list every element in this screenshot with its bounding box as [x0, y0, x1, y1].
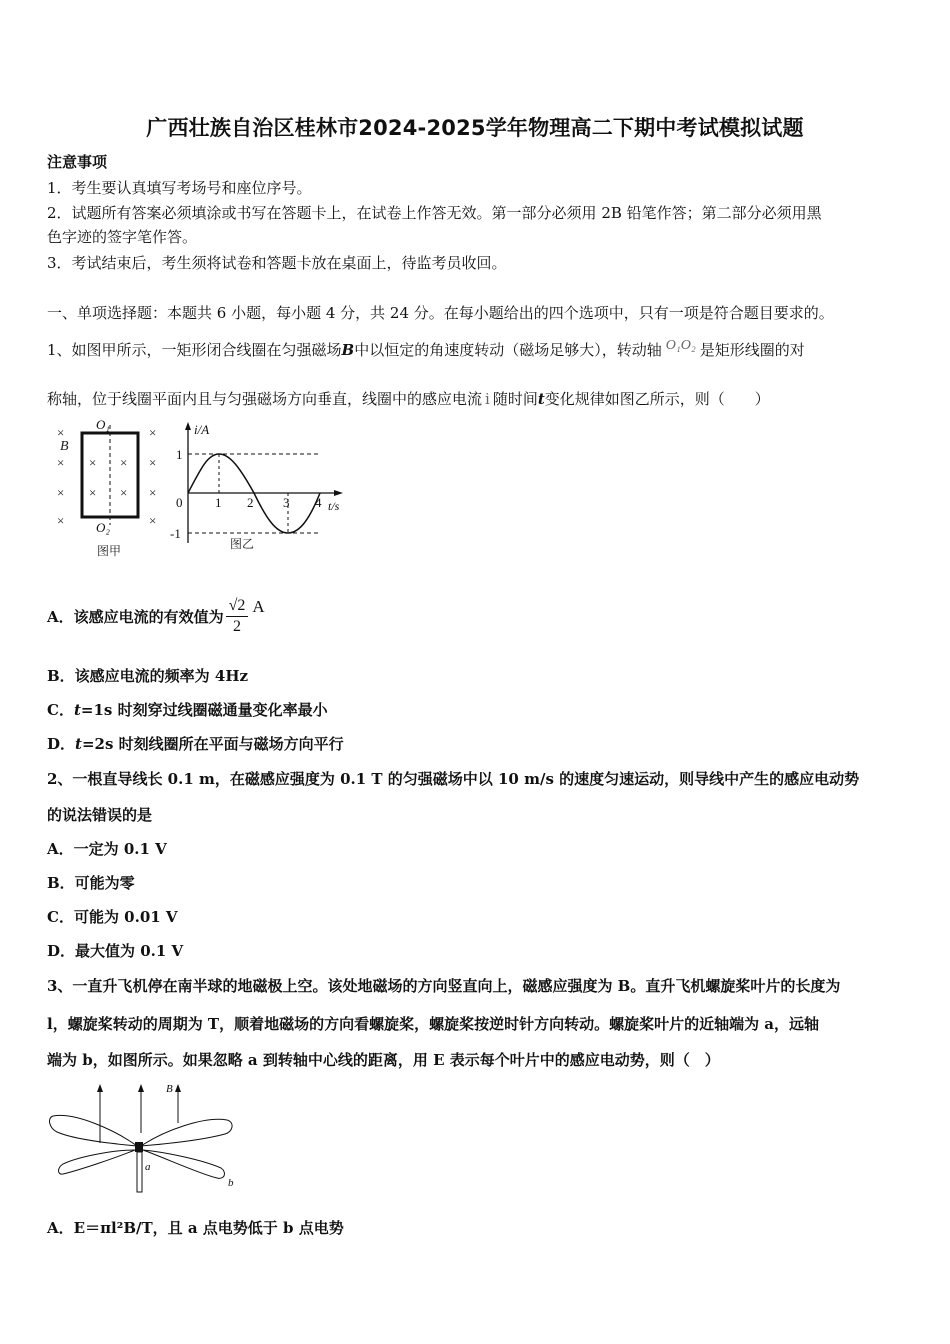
- q1-option-b: B．该感应电流的频率为 4Hz: [47, 667, 249, 685]
- q2-stem-line2: 的说法错误的是: [47, 806, 153, 824]
- section-heading: 一、单项选择题：本题共 6 小题，每小题 4 分，共 24 分。在每小题给出的四个选项中，只有一项是符合题目要求的。: [47, 304, 834, 322]
- fraction: [226, 596, 249, 637]
- option-text: =1s 时刻穿过线圈磁通量变化率最小: [80, 701, 328, 719]
- blade-lower-right: [143, 1150, 224, 1178]
- q2-option-a: A．一定为 0.1 V: [47, 840, 167, 858]
- tick-y-0: 0: [176, 495, 183, 510]
- tick-x-3: 3: [283, 495, 290, 510]
- cross-mark: ×: [89, 455, 97, 470]
- notice-item-2: 2．试题所有答案必须填涂或书写在答题卡上，在试卷上作答无效。第一部分必须用 2B 铅笔作答；第二部分必须用黑: [47, 204, 822, 222]
- caption-yi: 图乙: [230, 537, 255, 551]
- cross-mark: ×: [149, 425, 157, 440]
- tick-y-1: 1: [176, 447, 183, 462]
- q1-text: 是矩形线圈的对: [699, 341, 805, 359]
- notice-item-2-cont: 色字迹的签字笔作答。: [47, 228, 198, 246]
- q1-text: 变化规律如图乙所示，则（ ）: [544, 390, 770, 408]
- q3-option-a: A．E＝πl²B/T，且 a 点电势低于 b 点电势: [47, 1219, 344, 1237]
- label-a: a: [145, 1161, 151, 1173]
- q3-stem-line1: 3、一直升飞机停在南半球的地磁极上空。该处地磁场的方向竖直向上，磁感应强度为 B。直升飞机螺旋桨叶片的长度为: [47, 977, 841, 995]
- cross-mark: ×: [149, 485, 157, 500]
- q3-stem-line3: 端为 b，如图所示。如果忽略 a 到转轴中心线的距离，用 E 表示每个叶片中的感应电动势，则（ ）: [47, 1051, 720, 1069]
- fraction-numerator: √2: [228, 597, 246, 614]
- q1-text: 称轴，位于线圈平面内且与匀强磁场方向垂直，线圈中的感应电流: [47, 390, 483, 408]
- q1-option-c: [47, 700, 328, 720]
- label-o1: O₁: [96, 417, 110, 432]
- notice-item-3: 3．考试结束后，考生须将试卷和答题卡放在桌面上，待监考员收回。: [47, 254, 507, 272]
- q1-symbol-b: B: [341, 341, 355, 359]
- q2-option-d: D．最大值为 0.1 V: [47, 942, 184, 960]
- rotor-hub: [135, 1142, 143, 1152]
- caption-jia: 图甲: [97, 544, 122, 558]
- q1-axis-label: O₁O₂: [665, 338, 696, 353]
- tick-x-1: 1: [215, 495, 222, 510]
- cross-mark: ×: [57, 513, 65, 528]
- option-text: A．该感应电流的有效值为: [47, 607, 224, 626]
- tick-y-neg1: -1: [170, 526, 181, 541]
- page-title: 广西壮族自治区桂林市2024-2025学年物理高二下期中考试模拟试题: [146, 116, 804, 140]
- y-axis-label: i/A: [194, 422, 210, 437]
- x-axis-arrow: [334, 490, 343, 496]
- q2-option-c: C．可能为 0.01 V: [47, 908, 178, 926]
- label-b-field: B: [166, 1083, 173, 1095]
- cross-mark: ×: [120, 455, 128, 470]
- tick-x-4: 4: [315, 495, 322, 510]
- q2-option-b: B．可能为零: [47, 874, 135, 892]
- cross-mark: ×: [149, 513, 157, 528]
- unit-a: A: [252, 596, 265, 616]
- symbol-t: t: [75, 735, 82, 753]
- figure-coil: [52, 415, 177, 560]
- option-text: =2s 时刻线圈所在平面与磁场方向平行: [81, 735, 344, 753]
- notice-item-1: 1．考生要认真填写考场号和座位序号。: [47, 179, 312, 197]
- figure-propeller: [45, 1078, 240, 1200]
- q1-stem-line2: [47, 389, 770, 409]
- q1-stem-line1: [47, 340, 805, 362]
- symbol-t: t: [73, 701, 81, 719]
- field-arrow: [138, 1084, 144, 1092]
- cross-mark: ×: [57, 455, 65, 470]
- q1-symbol-t: t: [537, 390, 545, 408]
- cross-mark: ×: [120, 485, 128, 500]
- q1-text: 随时间: [492, 390, 538, 408]
- y-axis-arrow: [185, 422, 191, 430]
- q1-text: 1、如图甲所示，一矩形闭合线圈在匀强磁场: [47, 341, 342, 359]
- blade-lower-left: [59, 1150, 136, 1174]
- notice-heading: 注意事项: [47, 153, 108, 171]
- fraction-denominator: 2: [226, 616, 249, 637]
- cross-mark: ×: [57, 425, 65, 440]
- label-b: b: [228, 1177, 234, 1189]
- rotor-shaft: [137, 1152, 142, 1192]
- blade-upper-right: [141, 1119, 232, 1146]
- q1-option-d: [47, 734, 344, 754]
- q1-option-a: [47, 596, 265, 637]
- cross-mark: ×: [57, 485, 65, 500]
- option-prefix: C．: [47, 701, 74, 719]
- q3-stem-line2: l，螺旋桨转动的周期为 T，顺着地磁场的方向看螺旋桨，螺旋桨按逆时针方向转动。螺旋桨叶片的近轴端为 a，远轴: [47, 1015, 820, 1033]
- label-b-field: B: [60, 439, 69, 454]
- q1-text: 中以恒定的角速度转动（磁场足够大），转动轴: [354, 341, 662, 359]
- cross-mark: ×: [89, 485, 97, 500]
- q2-stem-line1: 2、一根直导线长 0.1 m，在磁感应强度为 0.1 T 的匀强磁场中以 10 m/s 的速度匀速运动，则导线中产生的感应电动势: [47, 770, 860, 788]
- label-o2: O₂: [96, 520, 110, 535]
- cross-mark: ×: [149, 455, 157, 470]
- field-arrow: [175, 1084, 181, 1092]
- figure-current-graph: [168, 418, 353, 558]
- tick-x-2: 2: [247, 495, 254, 510]
- field-arrow: [97, 1084, 103, 1092]
- q1-symbol-i: i: [485, 390, 490, 408]
- x-axis-label: t/s: [328, 499, 340, 513]
- option-prefix: D．: [47, 735, 76, 753]
- blade-upper-left: [50, 1115, 137, 1146]
